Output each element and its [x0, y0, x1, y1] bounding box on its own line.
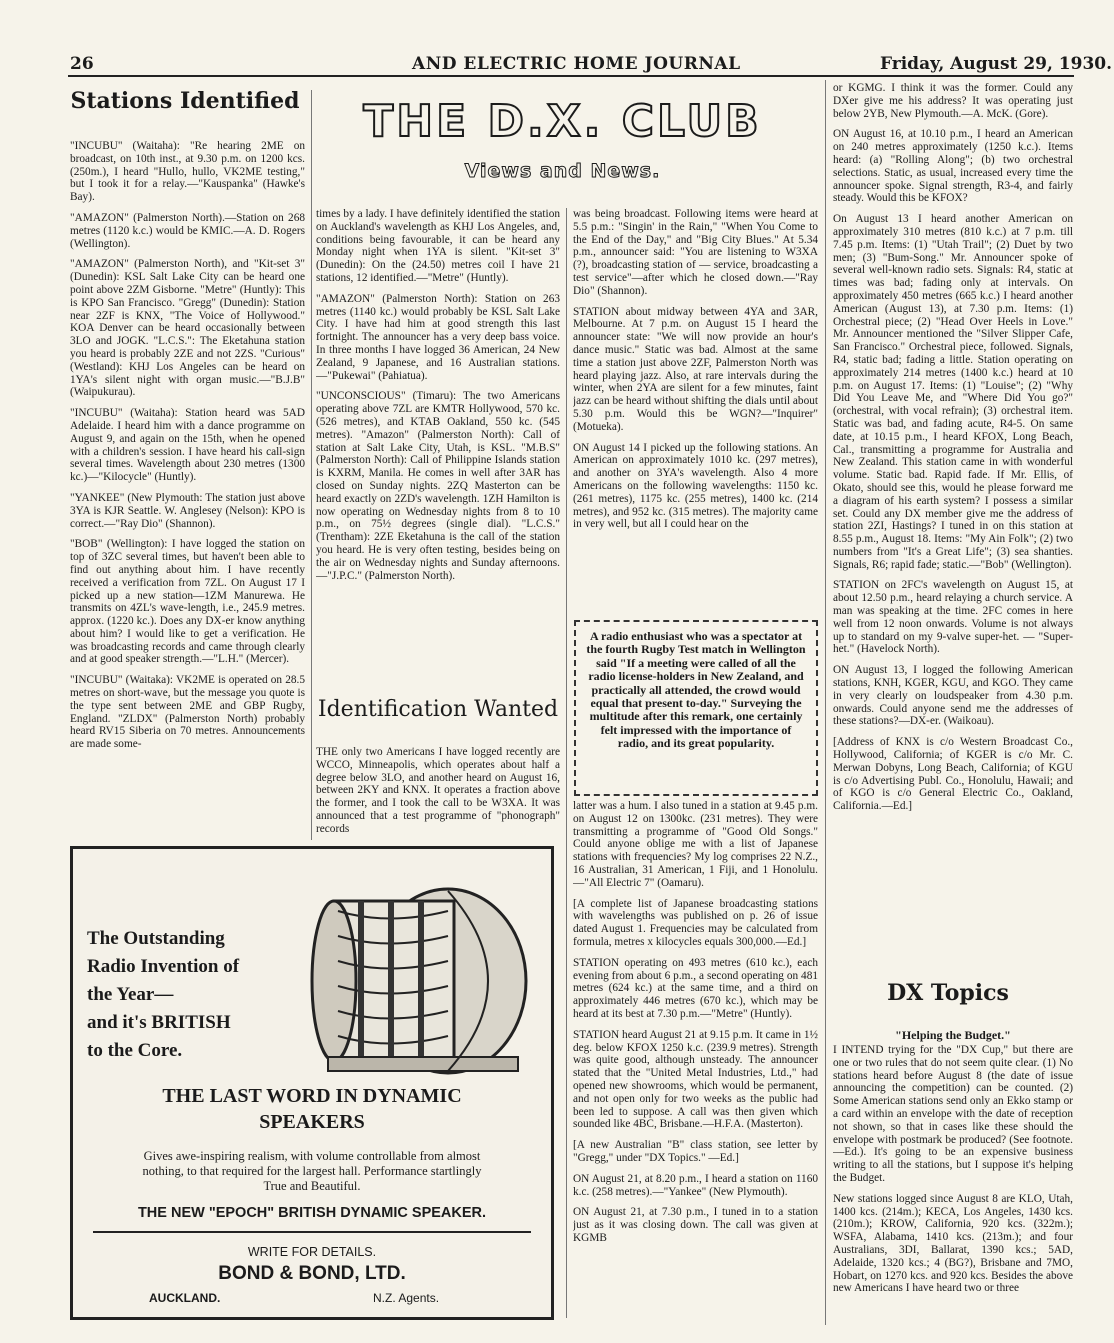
letter-paragraph: "AMAZON" (Palmerston North).—Station on 268 metres (1120 k.c.) would be KMIC.—A. D. Rogers (Wellington).	[70, 211, 305, 250]
editor-note: [Address of KNX is c/o Western Broadcast Co., Hollywood, California; of KGER is c/o Mr. C. Merwan Dobyns, Long Beach, California; of KGU is c/o Advertising Publ. Co., Honolulu, Hawaii; and of KGO is c/o General Electric Co., Oakland, California.—Ed.]	[833, 736, 1073, 813]
letter-paragraph: "AMAZON" (Palmerston North), and "Kit-set 3" (Dunedin): KSL Salt Lake City can be heard one point above 2ZM Gisborne. "Metre" (Huntly): This is KPO San Francisco. "Gregg" (Dunedin): Station near 2ZF is KNX, "The Voice of Hollywood." KOA Denver can be heard occasionally between 3LO and JOGK. "L.C.S.": The Eketahuna station you heard is probably 2ZE and not 2ZS. "Curious" (Westland): KHJ Los Angeles can be heard on 1YA's silent night with organ music.—"B.J.B" (Waipukurau).	[70, 258, 305, 399]
ad-company: BOND & BOND, LTD.	[218, 1263, 406, 1284]
ad-slogan	[73, 1083, 551, 1135]
editor-note: [A new Australian "B" class station, see letter by "Gregg," under "DX Topics." —Ed.]	[573, 1139, 818, 1164]
column-divider	[311, 90, 312, 840]
letter-paragraph: times by a lady. I have definitely identified the station on Auckland's wavelength as KHJ Los Angeles, and, conditions being favourable, it can be heard any Monday night when 1YA is silent. "Kit-set 3" (Dunedin): On the (24.50) metres coil I have 21 stations, 12 identified.—"Metre" (Huntly).	[316, 208, 560, 284]
letter-paragraph: On August 13 I heard another American on approximately 310 metres (810 k.c.) at 7 p.m. till 7.45 p.m. Items: (1) "Utah Trail"; (2) Duet by two men; (3) "Bum-Song." Mr. Announcer spoke of several well-known radio sets. Signals: R4, static at times was bad; fading only at intervals. On approximately 450 metres (665 k.c.) I heard another American (August 13), at 7.30 p.m. Items: (1) Orchestral piece; (2) "Head Over Heels in Love." Mr. Announcer mentioned the "Silver Slipper Cafe, San Francisco." Orchestral piece, followed. Signals, R4, static bad; fading a little. Station operating on approximately 214 metres (1400 k.c.) heard at 10 p.m. on August 17. Items: (1) "Louise"; (2) "Why Did You Leave Me, and "Where Did You go?" (orchestral, with vocal refrain); (3) orchestral item. Static was bad, and fading acute, R4-5. On same date, at 10.15 p.m., I heard KFOX, Long Beach, Cal., transmitting a programme for Australia and New Zealand. This station came in with wonderful volume. Static bad. Rapid fade. If Mr. Ellis, of Okato, should see this, would he please forward me a diagram of his earth system? I possess a similar set. Could any DX member give me the address of station 2ZI, Hastings? I tuned in on this station at 8.55 p.m., August 18. Items: "My Ain Folk"; (2) two numbers from "It's a Great Life"; (3) sea shanties. Signals, R6; rapid fade; static.—"Bob" (Wellington).	[833, 213, 1073, 571]
ad-body	[73, 1149, 551, 1194]
letter-paragraph: New stations logged since August 8 are KLO, Utah, 1400 kcs. (214m.); KECA, Los Angeles, 1430 kcs. (210m.); KROW, California, 920 kcs. (322m.); WSFA, Alabama, 1410 kcs. (213m.); and four Australians, 3DI, Ballarat, 1390 kcs.; 5AD, Adelaide, 1320 kcs.; 4 (BG?), Brisbane and 7MO, Hobart, on 1270 kcs. and 920 kcs. Besides the above new Americans I have heard two or three	[833, 1192, 1073, 1295]
journal-title: AND ELECTRIC HOME JOURNAL	[412, 54, 741, 74]
letter-paragraph: STATION operating on 493 metres (610 kc.), each evening from about 6 p.m., a second operating on 481 metres (624 kc.) at the same time, and a third on approximately 446 metres (670 kc.), which may be heard at its best at 7.30 p.m.—"Metre" (Huntly).	[573, 956, 818, 1020]
col3-body	[573, 208, 818, 620]
dx-club-subtitle: Views and News.	[464, 160, 661, 182]
letter-paragraph: "INCUBU" (Waitaka): VK2ME is operated on 28.5 metres on short-wave, but the message you quote is the type sent between 2ME and GBP Rugby, England. "ZLDX" (Palmerston North) probably heard RV15 Siberia on 70 metres. Announcements are made some-	[70, 674, 305, 751]
header-rule	[68, 75, 1074, 77]
col4-body-2	[833, 1044, 1073, 1334]
issue-date: Friday, August 29, 1930.	[880, 54, 1113, 74]
letter-paragraph: was being broadcast. Following items were heard at 5.5 p.m.: "Singin' in the Rain," "When You Come to the End of the Day," and "Big City Blues." At 5.34 p.m., announcer said: "You are listening to W3XA (?), broadcasting station of — service, broadcasting a test service"—after which he closed down.—"Ray Dio" (Shannon).	[573, 208, 818, 297]
col2-body	[316, 208, 560, 648]
letter-paragraph: latter was a hum. I also tuned in a station at 9.45 p.m. on August 12 on 1300kc. (231 metres). They were transmitting a programme of "Good Old Songs." Could anyone oblige me with a list of Japanese stations with frequencies? My log comprises 22 N.Z., 16 Australian, 31 American, 1 Fiji, and 1 Honolulu.—"All Electric 7" (Oamaru).	[573, 800, 818, 889]
column-divider	[566, 208, 567, 1318]
letter-paragraph: "INCUBU" (Waitaha): "Re hearing 2ME on broadcast, on 10th inst., at 9.30 p.m. on 1200 kcs. (250m.), I heard "Hullo, hullo, VK2ME testing," but I took it for a relay.—"Kauspanka" (Hawke's Bay).	[70, 140, 305, 204]
ad-headline-line: and it's BRITISH	[87, 1012, 231, 1033]
ad-divider	[93, 1231, 531, 1233]
ad-city: AUCKLAND.	[149, 1291, 221, 1305]
letter-paragraph: I INTEND trying for the "DX Cup," but there are one or two rules that do not seem quite clear. (1) No stations heard before August 8 (the date of issue announcing the competition) can be counted. (2) Some American stations send only an Ekko stamp or a card within an envelope with the date of reception not shown, so that in cases like these should the envelope with postmark be produced? (See footnote.—Ed.). It's going to be an expensive business writing to all the stations, but I suppose it's helping the Budget.	[833, 1044, 1073, 1184]
letter-paragraph: ON August 21, at 7.30 p.m., I tuned in to a station just as it was closing down. The call was given at KGMB	[573, 1206, 818, 1244]
ad-product: THE NEW "EPOCH" BRITISH DYNAMIC SPEAKER.	[137, 1205, 487, 1221]
ad-body-line: Gives awe-inspiring realism, with volume controllable from almost	[143, 1149, 481, 1163]
ad-headline-line: Radio Invention of	[87, 956, 240, 977]
letter-paragraph: "AMAZON" (Palmerston North): Station on 263 metres (1140 kc.) would probably be KSL Salt Lake City. I have had him at good strength this last fortnight. The announcer has a very deep bass voice. In three months I have logged 36 American, 24 New Zealand, 9 Japanese, and 16 Australian stations.—"Pukewai" (Pahiatua).	[316, 292, 560, 382]
stations-identified-heading: Stations Identified	[70, 88, 300, 114]
ad-headline-line: to the Core.	[87, 1040, 183, 1061]
col4-body	[833, 82, 1073, 944]
letter-paragraph: "YANKEE" (New Plymouth: The station just above 3YA is KJR Seattle. W. Anglesey (Nelson): KPO is correct.—"Ray Dio" (Shannon).	[70, 491, 305, 530]
letter-paragraph: "INCUBU" (Waitaha): Station heard was 5AD Adelaide. I heard him with a dance programme on August 9, and again on the 15th, when he opened with a children's session. I have heard his call-sign several times. Wavelength about 230 metres (1300 kc.)—"Kilocycle" (Huntly).	[70, 407, 305, 484]
ad-body-line: nothing, to that required for the largest hall. Performance startlingly	[142, 1164, 482, 1178]
letter-paragraph: STATION about midway between 4YA and 3AR, Melbourne. At 7 p.m. on August 15 I heard the announcer state: "We will now provide an hour's dance music." Static was bad. Almost at the same time a station just above 2ZF, Palmerston North was heard playing jazz. Also, at rare intervals during the winter, when 2YA are silent for a few minutes, faint jazz can be heard without shifting the dials until about 5.30 p.m. Would this be WGN?—"Inquirer" (Motueka).	[573, 305, 818, 433]
ad-headline-line: the Year—	[87, 984, 174, 1005]
col2-body-2	[316, 746, 560, 841]
radio-enthusiast-box: A radio enthusiast who was a spectator at the fourth Rugby Test match in Wellington said "If a meeting were called of all the radio license-holders in New Zealand, and practically all attended, the crowd would equal that present to-day." Surveying the multitude after this remark, one certainly felt impressed with the importance of radio, and its great popularity.	[574, 620, 818, 796]
ad-headline	[87, 925, 239, 1065]
dx-club-title: THE D.X. CLUB	[363, 96, 762, 147]
ad-body-line: True and Beautiful.	[263, 1179, 361, 1193]
ad-cta: WRITE FOR DETAILS.	[247, 1245, 377, 1259]
col3-body-2	[573, 800, 818, 1335]
helping-budget-subhead: "Helping the Budget."	[895, 1028, 1011, 1042]
dynamic-speaker-illustration	[298, 871, 538, 1081]
ad-headline-line: The Outstanding	[87, 928, 225, 949]
letter-paragraph: STATION on 2FC's wavelength on August 15, at about 12.50 p.m., heard relaying a church service. A man was speaking at the time. 2FC comes in here well from 12 noon onwards. Volume is not always up to standard on my 9-valve super-het. — "Super-het." (Havelock North).	[833, 579, 1073, 656]
editor-note: [A complete list of Japanese broadcasting stations with wavelengths was published on p. 26 of issue dated August 1. Frequencies may be calculated from formula, metres x kilocycles equals 300,000.—Ed.]	[573, 897, 818, 948]
col1-body	[70, 140, 305, 840]
identification-wanted-heading: Identification Wanted	[317, 697, 559, 722]
letter-paragraph: or KGMG. I think it was the former. Could any DXer give me his address? It was operating just below 2YB, New Plymouth.—A. McK. (Gore).	[833, 82, 1073, 120]
page-number: 26	[70, 54, 94, 74]
speaker-advertisement	[70, 846, 554, 1320]
letter-paragraph: ON August 13, I logged the following American stations, KNH, KGER, KGU, and KGO. They came in very clearly on loudspeaker from 4.30 p.m. onwards. Could anyone send me the addresses of these stations?—DX-er. (Waikoau).	[833, 664, 1073, 728]
letter-paragraph: STATION heard August 21 at 9.15 p.m. It came in 1½ deg. below KFOX 1250 k.c. (239.9 metres). Strength was quite good, although unsteady. The announcer stated that the "United Metal Industries, Ltd.," had opened new showrooms, which would be permanent, and not open only for two weeks as the public had been led to suppose. A call was then given which sounded like 4BC, Brisbane.—H.F.A. (Masterton).	[573, 1028, 818, 1131]
letter-paragraph: ON August 16, at 10.10 p.m., I heard an American on 240 metres approximately (1250 k.c.). Items heard: (a) "Rolling Along"; (b) two orchestral selections. Static, as usual, increased every time the announcer spoke. Signal strength, R3-4, and fairly steady. Would this be KFOX?	[833, 128, 1073, 205]
letter-paragraph: "BOB" (Wellington): I have logged the station on top of 3ZC several times, but haven't been able to find out anything about him. I have recently received a verification from 7ZL. On August 17 I picked up a new station—1ZM Manurewa. He transmits on 4ZL's wave-length, i.e., 245.9 metres. approx. (1220 kc.). Does any DX-er know anything about him? I would like to get a verification. He was broadcasting records and came through clearly and at good speaker strength.—"L.H." (Mercer).	[70, 538, 305, 666]
letter-paragraph: ON August 21, at 8.20 p.m., I heard a station on 1160 k.c. (258 metres).—"Yankee" (New Plymouth).	[573, 1172, 818, 1198]
letter-paragraph: "UNCONSCIOUS" (Timaru): The two Americans operating above 7ZL are KMTR Hollywood, 570 kc. (526 metres), and KTAB Oakland, 550 kc. (545 metres). "Amazon" (Palmerston North): Call of station at Salt Lake City, Utah, is KSL. "M.B.S" (Palmerston North): Call of Philippine Islands station is KXRM, Manila. He comes in well after 3AR has closed on Sunday nights. 2ZQ Masterton can be heard exactly on 2ZD's wavelength. 1ZH Hamilton is now operating on Wednesday nights from 8 to 10 p.m., on 75½ degrees (single dial). "L.C.S." (Trentham): 2ZE Eketahuna is the call of the station you heard. He is very often testing, besides being on the air on Wednesday nights and Sunday afternoons.—"J.P.C." (Palmerston North).	[316, 390, 560, 582]
letter-paragraph: THE only two Americans I have logged recently are WCCO, Minneapolis, which operates about half a degree below 3LO, and another heard on August 16, between 2KY and KNX. It operates a fraction above the former, and I took the call to be W3XA. It was announced that a test programme of "phonograph" records	[316, 746, 560, 835]
dx-topics-heading: DX Topics	[887, 980, 1009, 1006]
letter-paragraph: ON August 14 I picked up the following stations. An American on approximately 1010 kc. (297 metres), and another on 3YA's wavelength. Also 4 more Americans on the following wavelengths: 1150 kc. (261 metres), 1175 kc. (255 metres), 1400 kc. (214 metres), and 952 kc. (315 metres). The majority came in very well, but all I could hear on the	[573, 441, 818, 531]
ad-slogan-line: THE LAST WORD IN DYNAMIC	[162, 1085, 462, 1107]
column-divider	[825, 80, 826, 1325]
ad-agents: N.Z. Agents.	[373, 1291, 440, 1305]
ad-slogan-line: SPEAKERS	[259, 1111, 365, 1133]
